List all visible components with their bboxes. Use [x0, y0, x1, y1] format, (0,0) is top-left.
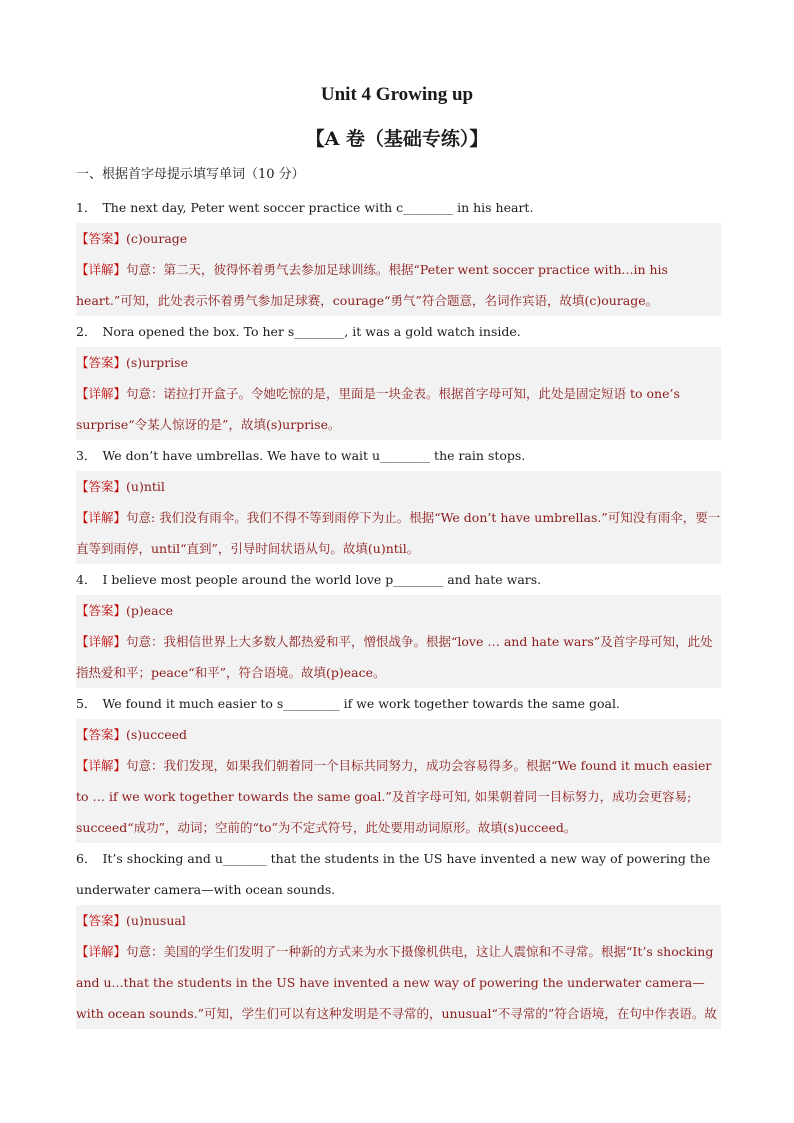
question-number: 4． — [76, 572, 97, 587]
section-heading: 一、根据首字母提示填写单词（10 分） — [76, 167, 305, 182]
detail-tag: 【详解】 — [76, 262, 127, 277]
answer-6 — [76, 905, 721, 936]
answer-4 — [76, 595, 721, 626]
answer-text: (p)eace — [126, 603, 174, 618]
detail-tag: 【详解】 — [76, 386, 127, 401]
question-text: It’s shocking and u_______ that the students in the US have invented a new way of powering the underwater camera—with ocean sounds. — [76, 851, 711, 897]
answer-tag: 【答案】 — [76, 231, 127, 246]
question-6 — [76, 843, 721, 905]
answer-3 — [76, 471, 721, 502]
answer-1 — [76, 223, 721, 254]
detail-text: 句意: 我们没有雨伞。我们不得不等到雨停下为止。根据“We don’t have umbrellas.”可知没有雨伞，要一直等到雨停，until“直到”，引导时间状语从句。故填(u)ntil。 — [76, 510, 721, 556]
question-1 — [76, 192, 721, 223]
paper-subtitle: 【A 卷（基础专练）】 — [305, 128, 489, 150]
detail-5 — [76, 750, 721, 843]
question-number: 1． — [76, 200, 97, 215]
answer-tag: 【答案】 — [76, 603, 127, 618]
answer-text: (u)ntil — [126, 479, 165, 494]
detail-4 — [76, 626, 721, 688]
answer-tag: 【答案】 — [76, 355, 127, 370]
answer-tag: 【答案】 — [76, 913, 127, 928]
detail-text: 句意：第二天，彼得怀着勇气去参加足球训练。根据“Peter went soccer practice with...in his heart.”可知，此处表示怀着勇气参加足球赛，courage“勇气”符合题意，名词作宾语，故填(c)ourage。 — [76, 262, 668, 308]
detail-text: 句意：我相信世界上大多数人都热爱和平，憎恨战争。根据“love … and hate wars”及首字母可知，此处指热爱和平；peace“和平”，符合语境。故填(p)eace。 — [76, 634, 713, 680]
answer-text: (s)urprise — [126, 355, 188, 370]
unit-title: Unit 4 Growing up — [320, 84, 474, 105]
question-number: 2． — [76, 324, 97, 339]
question-5 — [76, 688, 721, 719]
question-number: 3． — [76, 448, 97, 463]
answer-text: (u)nusual — [126, 913, 186, 928]
answer-text: (s)ucceed — [126, 727, 188, 742]
question-number: 5． — [76, 696, 97, 711]
answer-5 — [76, 719, 721, 750]
detail-3 — [76, 502, 721, 564]
answer-2 — [76, 347, 721, 378]
detail-tag: 【详解】 — [76, 634, 127, 649]
exercise-content — [76, 162, 721, 1029]
question-text: Nora opened the box. To her s________, it was a gold watch inside. — [102, 324, 521, 339]
question-text: The next day, Peter went soccer practice with c________ in his heart. — [102, 200, 534, 215]
detail-1 — [76, 254, 721, 316]
detail-tag: 【详解】 — [76, 510, 127, 525]
question-text: We don’t have umbrellas. We have to wait u________ the rain stops. — [102, 448, 526, 463]
question-text: I believe most people around the world love p________ and hate wars. — [102, 572, 542, 587]
detail-tag: 【详解】 — [76, 758, 127, 773]
question-3 — [76, 440, 721, 471]
question-2 — [76, 316, 721, 347]
question-text: We found it much easier to s_________ if we work together towards the same goal. — [102, 696, 620, 711]
detail-2 — [76, 378, 721, 440]
question-4 — [76, 564, 721, 595]
detail-text: 句意：美国的学生们发明了一种新的方式来为水下摄像机供电，这让人震惊和不寻常。根据“It’s shocking and u...that the students in the US have invented a new way of powering the underwater camera—with ocean sounds.”可知，学生们可以有这种发明是不寻常的，unusual“不寻常的”符合语境，在句中作表语。故 — [76, 944, 717, 1021]
detail-text: 句意：我们发现，如果我们朝着同一个目标共同努力，成功会容易得多。根据“We found it much easier to … if we work together towards the same goal.”及首字母可知, 如果朝着同一目标努力，成功会更容易; succeed“成功”，动词；空前的“to”为不定式符号，此处要用动词原形。故填(s)ucceed。 — [76, 758, 712, 835]
answer-tag: 【答案】 — [76, 727, 127, 742]
answer-tag: 【答案】 — [76, 479, 127, 494]
answer-text: (c)ourage — [126, 231, 188, 246]
question-number: 6． — [76, 851, 97, 866]
detail-tag: 【详解】 — [76, 944, 127, 959]
detail-text: 句意：诺拉打开盒子。令她吃惊的是，里面是一块金表。根据首字母可知，此处是固定短语 to one’s surprise“令某人惊讶的是”，故填(s)urprise。 — [76, 386, 680, 432]
detail-6 — [76, 936, 721, 1029]
